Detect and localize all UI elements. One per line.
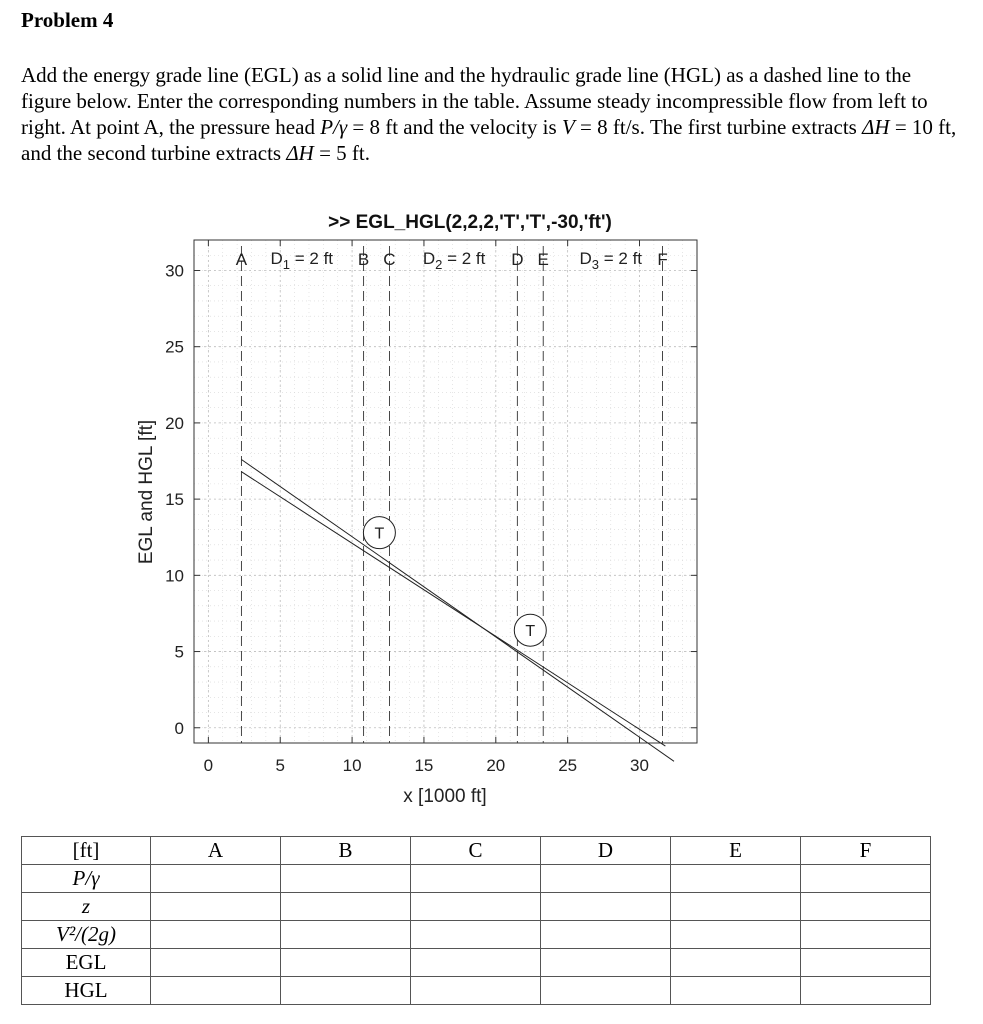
table-cell-B[interactable] xyxy=(281,893,411,921)
table-cell-B[interactable] xyxy=(281,949,411,977)
intro-text: Add the energy grade line (EGL) as a solid line and the hydraulic grade line (HGL) as a dashed line to the figure below. Enter the corresponding numbers in the table. Assume steady incompressible flow from left to right. At point A, the pressure head xyxy=(21,63,928,139)
y-tick-label: 0 xyxy=(174,718,184,738)
delta-h-value-1: = 10 ft, and the second turbine extracts xyxy=(21,115,957,165)
table-row-header: V²/(2g) xyxy=(22,921,151,949)
y-tick-label: 20 xyxy=(165,413,184,433)
table-cell-C[interactable] xyxy=(411,893,541,921)
table-cell-C[interactable] xyxy=(411,921,541,949)
table-row xyxy=(22,893,931,921)
table-row xyxy=(22,921,931,949)
velocity-value: = 8 ft/s. The first turbine extracts xyxy=(574,115,863,139)
table-cell-D[interactable] xyxy=(541,977,671,1005)
point-label-C: C xyxy=(383,250,396,269)
problem-title: Problem 4 xyxy=(21,8,114,32)
table-cell-F[interactable] xyxy=(801,949,931,977)
table-row-header: EGL xyxy=(22,949,151,977)
delta-h-symbol-2: ΔH xyxy=(286,141,314,165)
table-column-header-C: C xyxy=(411,837,541,865)
x-tick-label: 20 xyxy=(486,756,506,775)
x-tick-label: 5 xyxy=(275,756,285,775)
problem-statement xyxy=(21,62,961,166)
table-cell-D[interactable] xyxy=(541,893,671,921)
table-header-row xyxy=(22,837,931,865)
pipe-line-2 xyxy=(241,472,665,746)
table-column-header-B: B xyxy=(281,837,411,865)
table-cell-E[interactable] xyxy=(671,921,801,949)
axes xyxy=(165,240,697,775)
table-cell-F[interactable] xyxy=(801,893,931,921)
pipe-line-1 xyxy=(241,459,674,761)
table-row xyxy=(22,865,931,893)
table-cell-A[interactable] xyxy=(151,977,281,1005)
table-column-header-A: A xyxy=(151,837,281,865)
table-cell-D[interactable] xyxy=(541,865,671,893)
y-tick-label: 5 xyxy=(174,642,184,662)
table-row-header: HGL xyxy=(22,977,151,1005)
y-tick-label: 30 xyxy=(165,261,184,281)
x-tick-label: 30 xyxy=(630,756,649,775)
egl-hgl-chart xyxy=(0,200,983,820)
pressure-head-value: = 8 ft and the velocity is xyxy=(347,115,562,139)
table-row xyxy=(22,949,931,977)
table-cell-F[interactable] xyxy=(801,977,931,1005)
point-label-D: D xyxy=(511,250,524,269)
table-cell-F[interactable] xyxy=(801,865,931,893)
table-cell-D[interactable] xyxy=(541,949,671,977)
table-cell-A[interactable] xyxy=(151,921,281,949)
table-cell-C[interactable] xyxy=(411,949,541,977)
table-row-header: P/γ xyxy=(22,865,151,893)
table-cell-C[interactable] xyxy=(411,977,541,1005)
table-cell-A[interactable] xyxy=(151,865,281,893)
x-tick-label: 10 xyxy=(342,756,362,775)
table-cell-E[interactable] xyxy=(671,865,801,893)
y-axis-label: EGL and HGL [ft] xyxy=(136,419,157,565)
table-cell-F[interactable] xyxy=(801,921,931,949)
table-cell-E[interactable] xyxy=(671,949,801,977)
table-unit-header: [ft] xyxy=(22,837,151,865)
diameter-label-2: $D_2 = 2$ ft xyxy=(422,249,486,272)
delta-h-symbol-1: ΔH xyxy=(862,115,890,139)
point-label-F: F xyxy=(657,250,668,269)
pressure-head-symbol: P/γ xyxy=(320,115,348,139)
turbine-1-label: T xyxy=(374,525,385,543)
table-cell-C[interactable] xyxy=(411,865,541,893)
plot-frame xyxy=(194,240,697,743)
y-tick-label: 25 xyxy=(165,337,184,357)
turbine-2-label: T xyxy=(525,623,536,641)
table-cell-A[interactable] xyxy=(151,893,281,921)
table-row-header: z xyxy=(22,893,151,921)
table-column-header-D: D xyxy=(541,837,671,865)
x-tick-label: 25 xyxy=(558,756,578,775)
answer-table xyxy=(21,836,931,1005)
delta-h-value-2: = 5 ft. xyxy=(313,141,370,165)
y-tick-label: 10 xyxy=(165,566,184,586)
table-cell-B[interactable] xyxy=(281,865,411,893)
table-cell-E[interactable] xyxy=(671,893,801,921)
point-label-E: E xyxy=(537,250,549,269)
diameter-label-1: $D_1 = 2$ ft xyxy=(270,249,334,272)
y-tick-label: 15 xyxy=(165,490,184,510)
table-cell-A[interactable] xyxy=(151,949,281,977)
point-label-A: A xyxy=(235,250,248,269)
velocity-symbol: V xyxy=(561,115,575,139)
x-tick-label: 0 xyxy=(203,756,214,775)
table-cell-B[interactable] xyxy=(281,977,411,1005)
table-column-header-F: F xyxy=(801,837,931,865)
point-label-B: B xyxy=(357,250,370,269)
table-cell-D[interactable] xyxy=(541,921,671,949)
chart-title: >> EGL_HGL(2,2,2,'T','T',-30,'ft') xyxy=(328,212,612,233)
table-column-header-E: E xyxy=(671,837,801,865)
grid xyxy=(194,240,697,743)
diameter-label-3: $D_3 = 2$ ft xyxy=(579,249,643,272)
x-axis-label: x [1000 ft] xyxy=(403,786,487,807)
table-cell-E[interactable] xyxy=(671,977,801,1005)
x-tick-label: 15 xyxy=(414,756,434,775)
chart-marks xyxy=(236,246,674,761)
table-row xyxy=(22,977,931,1005)
table-cell-B[interactable] xyxy=(281,921,411,949)
